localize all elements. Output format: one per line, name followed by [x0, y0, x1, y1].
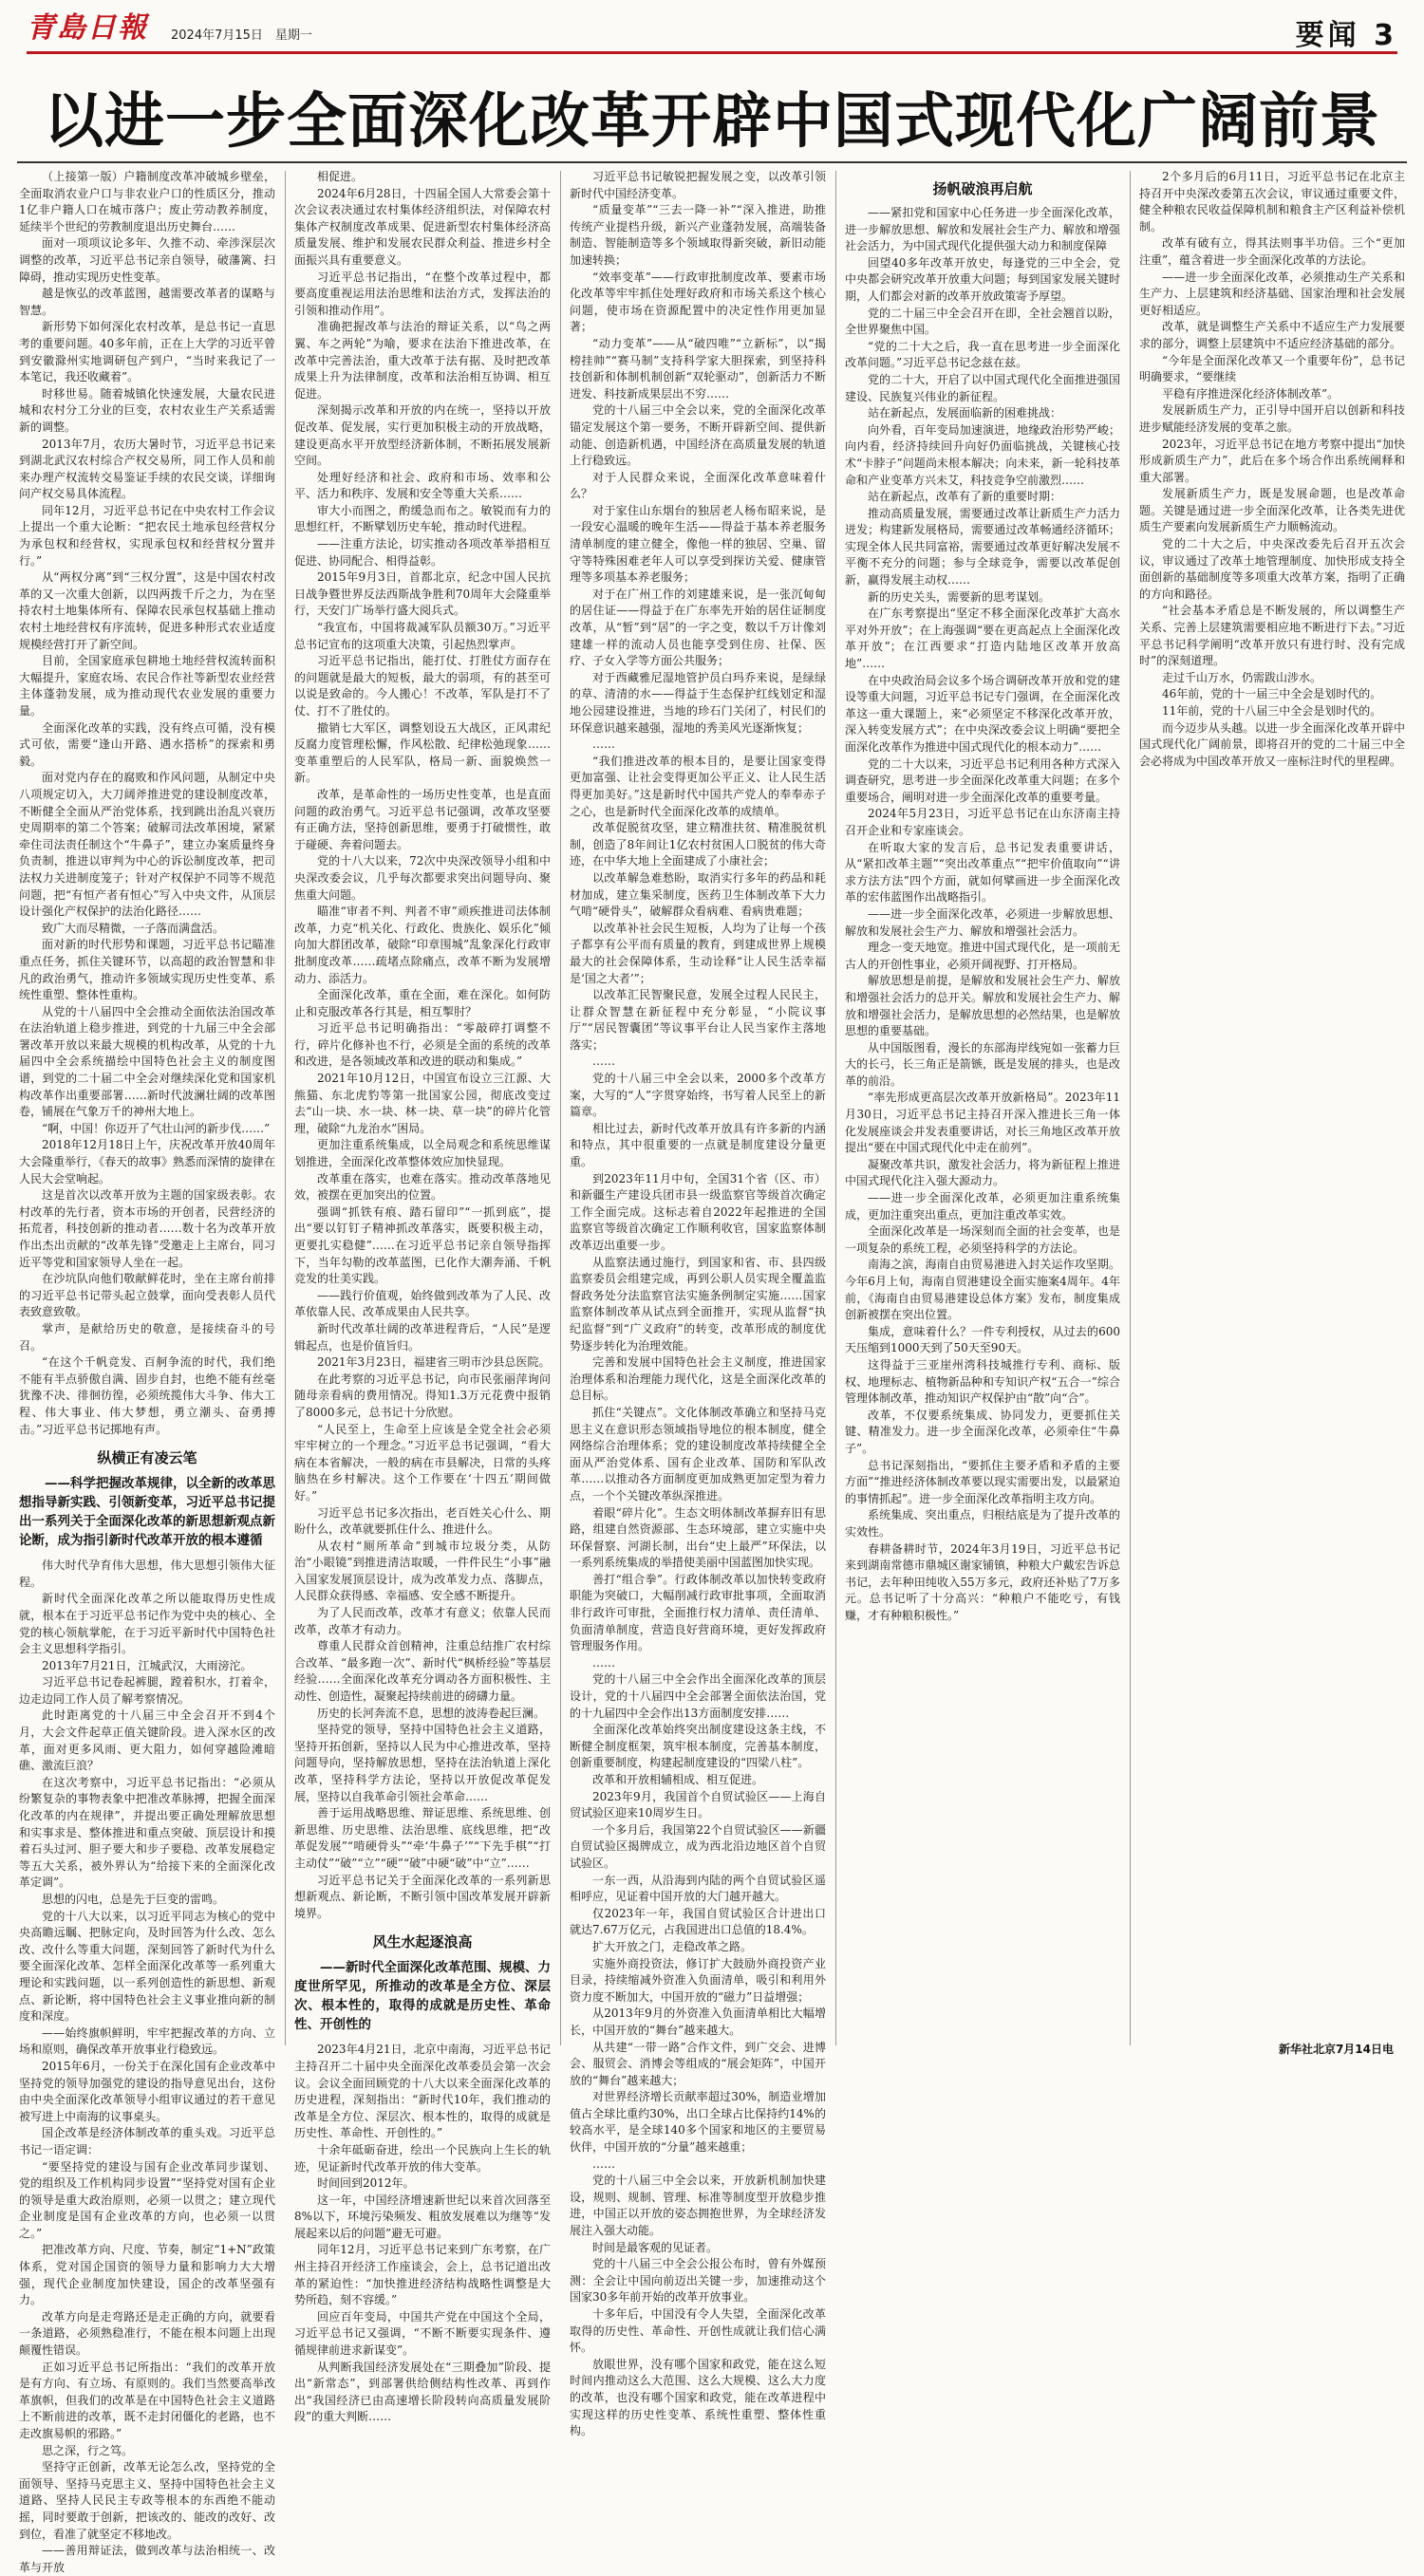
column-3-body	[570, 169, 826, 2006]
article-paragraph: 2个多月后的6月11日，习近平总书记在北京主持召开中央深改委第五次会议，审议通过重要文件，健全种粮农民收益保障机制和粮食主产区利益补偿机制。	[1139, 170, 1405, 233]
article-paragraph: “党的二十大之后，我一直在思考进一步全面深化改革问题。”习近平总书记念兹在兹。	[845, 339, 1120, 370]
column-divider	[285, 171, 286, 2045]
article-paragraph: ——始终旗帜鲜明，牢牢把握改革的方向、立场和原则，确保改革开放事业行稳致远。	[19, 2025, 275, 2057]
article-paragraph: 春耕备耕时节，2024年3月19日，习近平总书记来到湖南常德市鼎城区谢家铺镇，种粮大户戴宏告诉总书记，去年种田纯收入55万多元，政府还补贴了7万多元。总书记听了十分高兴：“种粮户不能吃亏，有钱赚，才有种粮积极性。”	[845, 1541, 1120, 1622]
article-paragraph: 坚持守正创新，改革无论怎么改，坚持党的全面领导、坚持马克思主义、坚持中国特色社会主义道路、坚持人民民主专政等根本的东西绝不能动摇，同时要敢于创新，把该改的、能改的改好、改到位，看准了就坚定不移地改。	[19, 2460, 275, 2541]
article-paragraph: 在听取大家的发言后，总书记发表重要讲话，从“紧扣改革主题”“突出改革重点”“把牢价值取向”“讲求方法方法”四个方面，就如何擘画进一步全面深化改革的宏伟蓝图作出战略指引。	[845, 840, 1120, 905]
article-paragraph: ……	[592, 737, 615, 752]
article-paragraph: “啊，中国！你迈开了气壮山河的新步伐……”	[42, 1121, 271, 1135]
article-paragraph: 习近平总书记敏锐把握发展之变，以改革引领新时代中国经济变革。	[570, 170, 826, 200]
article-paragraph: ……	[592, 1655, 615, 1670]
article-paragraph: 从2013年9月的外资准入负面清单相比大幅增长，中国开放的“舞台”越来越大。	[570, 2007, 826, 2037]
article-paragraph: ——进一步全面深化改革，必须进一步解放思想、解放和发展社会生产力、解放和增强社会活力。	[845, 906, 1120, 938]
article-paragraph: 相促进。	[317, 170, 364, 183]
article-paragraph: 2013年7月，农历大暑时节，习近平总书记来到湖北武汉农村综合产权交易所，同工作人员和前来办理产权流转交易鉴证手续的农民交谈，详细询问产权交易具体流程。	[19, 437, 275, 501]
article-paragraph: 准确把握改革与法治的辩证关系，以“鸟之两翼、车之两轮”为喻，要求在法治下推进改革，在改革中完善法治，重大改革于法有据、及时把改革成果上升为法律制度，改革和法治相互协调、相互促进。	[294, 320, 551, 401]
article-paragraph: 向外看，百年变局加速演进，地缘政治形势严峻；向内看，经济持续回升向好仍面临挑战，关键核心技术“卡脖子”问题尚未根本解决；向未来，新一轮科技革命和产业变革方兴未艾，科技竞争空前激烈……	[845, 422, 1120, 487]
article-paragraph: 正如习近平总书记所指出：“我们的改革开放是有方向、有立场、有原则的。我们当然要高举改革旗帜，但我们的改革是在中国特色社会主义道路上不断前进的改革，既不走封闭僵化的老路，也不走改旗易帜的邪路。”	[19, 2360, 275, 2440]
subhead-1: 纵横正有凌云笔	[97, 1449, 197, 1467]
article-paragraph: 全面深化改革是一场深刻而全面的社会变革，也是一项复杂的系统工程，必须坚持科学的方法论。	[845, 1224, 1120, 1255]
article-paragraph: 抓住“关键点”。文化体制改革确立和坚持马克思主义在意识形态领域指导地位的根本制度，健全网络综合治理体系；党的建设制度改革持续健全全面从严治党体系、国有企业改革、国防和军队改革……以推动各方面制度更加成熟更加定型为着力点，一个个关键改革纵深推进。	[570, 1405, 826, 1503]
article-paragraph: 党的二十大以来，习近平总书记利用各种方式深入调查研究，思考进一步全面深化改革重大问题；在多个重要场合，阐明对进一步全面深化改革的重要考量。	[845, 756, 1120, 804]
article-paragraph: 时移世易。随着城镇化快速发展，大量农民进城和农村分工分业的巨变，农村农业生产关系适需新的调整。	[19, 386, 275, 434]
article-paragraph: 以改革解急难愁盼，取消实行多年的药品和耗材加成，建立集采制度，医药卫生体制改革下大力气啃“硬骨头”，破解群众看病难、看病贵难题；	[570, 870, 826, 919]
article-paragraph: 审大小而图之，酌缓急而布之。敏锐而有力的思想红杆，不断擘划历史车轮，推动时代进程。	[294, 503, 551, 534]
article-paragraph: 2024年5月23日，习近平总书记在山东济南主持召开企业和专家座谈会。	[845, 807, 1120, 837]
article-paragraph: 国企改革是经济体制改革的重头戏。习近平总书记一语定调：	[19, 2126, 275, 2156]
article-paragraph: 党的十八届三中全会公报公布时，曾有外媒预测：全会让中国向前迈出关键一步，加速推动这个国家30多年前开始的改革开放事业。	[570, 2257, 826, 2305]
article-paragraph: 2023年，习近平总书记在地方考察中提出“加快形成新质生产力”，此后在多个场合作出系统阐释和重大部署。	[1139, 437, 1405, 484]
article-paragraph: ——紧扣党和国家中心任务进一步全面深化改革，进一步解放思想、解放和发展社会生产力、解放和增强社会活力，为中国式现代化提供强大动力和制度保障	[845, 206, 1120, 253]
article-paragraph: 相比过去，新时代改革开放具有许多新的内涵和特点，其中很重要的一点就是制度建设分量更重。	[570, 1121, 826, 1169]
article-paragraph: 放眼世界，没有哪个国家和政党，能在这么短时间内推动这么大范围、这么大规模、这么大力度的改革，也没有哪个国家和政党，能在改革进程中实现这样的历史性变革、系统性重塑、整体性重构。	[570, 2357, 826, 2438]
article-paragraph: ……	[592, 1055, 615, 1069]
article-paragraph: 习近平总书记卷起裤腿，蹚着积水，打着伞，边走边同工作人员了解考察情况。	[19, 1675, 275, 1706]
article-paragraph: 思之深，行之笃。	[42, 2443, 134, 2457]
article-paragraph: 习近平总书记多次指出，老百姓关心什么、期盼什么，改革就要抓住什么、推进什么。	[294, 1505, 551, 1537]
article-paragraph: 改革重在落实，也难在落实。推动改革落地见效，被摆在更加突出的位置。	[294, 1171, 551, 1203]
article-paragraph: 处理好经济和社会、政府和市场、效率和公平、活力和秩序、发展和安全等重大关系……	[294, 470, 551, 501]
article-paragraph: 总书记深刻指出，“要抓住主要矛盾和矛盾的主要方面”“推进经济体制改革要以现实需要出发，以最紧迫的事情抓起”。进一步全面深化改革指明主攻方向。	[845, 1458, 1120, 1505]
article-paragraph: 习近平总书记关于全面深化改革的一系列新思想新观点、新论断，不断引领中国改革发展开辟新境界。	[294, 1873, 551, 1920]
column-3-body-more	[570, 2006, 826, 2439]
article-paragraph: 从判断我国经济发展处在“三期叠加”阶段、提出“新常态”，到部署供给侧结构性改革、再到作出“我国经济已由高速增长阶段转向高质量发展阶段”的重大判断……	[294, 2360, 551, 2424]
article-paragraph: 凝聚改革共识，激发社会活力，将为新征程上推进中国式现代化注入强大源动力。	[845, 1157, 1120, 1188]
article-column-3	[570, 169, 826, 2438]
article-paragraph: 伟大时代孕育伟大思想，伟大思想引领伟大征程。	[19, 1559, 275, 1589]
column-1-body	[19, 169, 275, 1438]
article-paragraph: 到2023年11月中旬，全国31个省（区、市）和新疆生产建设兵团市县一级监察官等级首次确定工作全面完成。这标志着自2022年起推进的全国监察官等级首次确定工作顺利收官，国家监察体制改革迈出重要一步。	[570, 1171, 826, 1252]
article-paragraph: 十余年砥砺奋进，绘出一个民族向上生长的轨迹，见证新时代改革开放的伟大变革。	[294, 2142, 551, 2174]
article-paragraph: 完善和发展中国特色社会主义制度，推进国家治理体系和治理能力现代化，这是全面深化改革的总目标。	[570, 1355, 826, 1403]
issue-date: 2024年7月15日 星期一	[171, 28, 312, 43]
article-paragraph: 尊重人民群众首创精神，注重总结推广农村综合改革、“最多跑一次”、新时代“枫桥经验”等基层经验……全面深化改革充分调动各方面积极性、主动性、创造性，凝聚起持续前进的磅礴力量。	[294, 1639, 551, 1704]
article-paragraph: 改革促脱贫攻坚，建立精准扶贫、精准脱贫机制，创造了8年间让1亿农村贫困人口脱贫的伟大奇迹，在中华大地上全面建成了小康社会；	[570, 821, 826, 868]
article-paragraph: 善于运用战略思维、辩证思维、系统思维、创新思维、历史思维、法治思维、底线思维，把“改革促发展”“啃硬骨头”“牵‘牛鼻子’”“下先手棋”“打主动仗”“破”“立”“硬”“破”中硬“破”中“立”……	[294, 1806, 551, 1870]
article-paragraph: ——进一步全面深化改革，必须推动生产关系和生产力、上层建筑和经济基础、国家治理和社会发展更好相适应。	[1139, 270, 1405, 317]
article-paragraph: 改革有破有立，得其法则事半功倍。三个“更加注重”，蕴含着进一步全面深化改革的方法论。	[1139, 236, 1405, 267]
page-headline: 以进一步全面深化改革开辟中国式现代化广阔前景	[44, 85, 1380, 156]
article-paragraph: 面对一项项议论多年、久推不动、牵涉深层次调整的改革，习近平总书记亲自领导，破藩篱、扫障碍，推动实现历史性变革。	[19, 236, 275, 284]
article-paragraph: 站在新起点，发展面临新的困难挑战：	[868, 406, 1062, 420]
article-paragraph: 深刻揭示改革和开放的内在统一，坚持以开放促改革、促发展，实行更加积极主动的开放战略，建设更高水平开放型经济新体制，不断拓展发展新空间。	[294, 403, 551, 468]
article-paragraph: 发展新质生产力，正引导中国开启以创新和科技进步赋能经济发展的变革之旅。	[1139, 403, 1405, 434]
article-paragraph: 对于西藏雅尼湿地管护员白玛乔来说，是绿绿的草、清清的水——得益于生态保护红线划定和湿地公园建设推进，当地的珍石门关闭了，村民们的环保意识越来越强，湿地的秀美风光逐渐恢复；	[570, 670, 826, 735]
article-paragraph: 越是恢弘的改革蓝图，越需要改革者的谋略与智慧。	[19, 287, 275, 317]
column-5-body	[1139, 169, 1405, 770]
article-paragraph: 2023年9月，我国首个自贸试验区——上海自贸试验区迎来10周岁生日。	[570, 1789, 826, 1820]
article-paragraph: 改革和开放相辅相成、相互促进。	[592, 1773, 764, 1786]
article-paragraph: 面对新的时代形势和课题，习近平总书记瞄准重点任务，抓住关键环节，以高超的政治智慧和非凡的政治勇气，推动许多领域实现历史性变革、系统性重塑、整体性重构。	[19, 938, 275, 1002]
article-paragraph: 从中国版图看，漫长的东部海岸线宛如一张蓄力巨大的长弓，长三角正是箭镞，既是发展的排头，也是改革的前沿。	[845, 1040, 1120, 1088]
article-paragraph: 着眼“碎片化”。生态文明体制改革摒弃旧有思路，组建自然资源部、生态环境部，建立实施中央环保督察、河湖长制，出台“史上最严”环保法，以一系列系统集成的举措使美丽中国蓝图加快实现。	[570, 1505, 826, 1570]
article-paragraph: 从“两权分离”到“三权分置”，这是中国农村改革的又一次重大创新，以四两拨千斤之力，为在坚持农村土地集体所有、保障农民承包权基础上推动农村土地经营权有序流转，促进多种形式农业适度规模经营打开了新空间。	[19, 570, 275, 651]
article-paragraph: 从党的十八届四中全会推动全面依法治国改革在法治轨道上稳步推进，到党的十九届三中全会部署改革开放以来最大规模的机构改革，从党的十九届四中全会系统描绘中国特色社会主义的制度图谱，到党的二十届二中全会对继续深化党和国家机构改革作出重要部署……新时代波澜壮阔的改革图卷，铺展在气象万千的神州大地上。	[19, 1004, 275, 1119]
article-paragraph: 思想的闪电，总是先于巨变的雷鸣。	[42, 1893, 225, 1906]
article-paragraph: 2015年6月，一份关于在深化国有企业改革中坚持党的领导加强党的建设的指导意见出台，这份由中央全面深化改革领导小组审议通过的若干意见被写进上中南海的议事桌头。	[19, 2059, 275, 2123]
article-paragraph: 从监察法通过施行，到国家和省、市、县四级监察委员会组建完成，再到公职人员实现全覆盖监督政务处分法监察官法实施条例制定实施……国家监察体制改革从试点到全面推开，实现从监督“执纪监督”到“广义政府”的转变，改革形成的制度优势逐步转化为治理效能。	[570, 1255, 826, 1353]
article-paragraph: ——践行价值观，始终做到改革为了人民、改革依靠人民、改革成果由人民共享。	[294, 1288, 551, 1319]
article-paragraph: “今年是全面深化改革又一个重要年份”，总书记明确要求，“要继续	[1139, 353, 1405, 384]
article-column-1	[19, 169, 276, 2574]
article-paragraph: 对于家住山东烟台的独居老人杨布昭来说，是一段安心温暖的晚年生活——得益于基本养老服务清单制度的建立健全，像他一样的独居、空巢、留守等特殊困难老年人可以享受到探访关爱、健康管理等多项基本养老服务；	[570, 503, 826, 585]
article-paragraph: 南海之滨，海南自由贸易港进入封关运作攻坚期。今年6月上旬，海南自贸港建设全面实施案4周年。4年前，《海南自由贸易港建设总体方案》发布，制度集成创新被摆在突出位置。	[845, 1258, 1120, 1322]
article-column-5	[1139, 169, 1405, 2048]
article-paragraph: 回望40多年改革开放史，每逢党的三中全会，党中央都会研究改革开放重大问题；每到国家发展关键时期，人们都会对新的改革开放政策寄予厚望。	[845, 255, 1120, 303]
column-1-body-more	[19, 1558, 275, 2576]
article-paragraph: 面对党内存在的腐败和作风问题，从制定中央八项规定切入，大刀阔斧推进党的建设制度改革，不断健全全面从严治党体系，找到跳出治乱兴衰历史周期率的第二个答案；破解司法改革困境，紧紧牵住司法责任制这个“牛鼻子”，建立办案质量终身负责制，推进以审判为中心的诉讼制度改革，把司法权力关进制度笼子；针对产权保护不同等不规范问题，把“有恒产者有恒心”写入中央文件，从顶层设计强化产权保护的法治化路径……	[19, 771, 275, 919]
article-paragraph: 此时距离党的十八届三中全会召开不到4个月，大会文件起草正值关键阶段。进入深水区的改革，面对更多风雨、更大阻力，如何穿越险滩暗礁、激流巨浪？	[19, 1708, 275, 1773]
article-paragraph: 瞄准“审者不判、判者不审”顽疾推进司法体制改革，力克“机关化、行政化、贵族化、娱乐化”倾向加大群团改革，破除“印章围城”乱象深化行政审批制度改革……疏堵点除痛点，改革不断为发展增动力、添活力。	[294, 905, 551, 985]
article-paragraph: 掌声，是献给历史的敬意，是接续奋斗的号召。	[19, 1321, 275, 1353]
headline-rule	[17, 161, 1407, 163]
newspaper-logo: 青島日報	[27, 11, 148, 45]
column-4-body	[845, 205, 1120, 1624]
article-paragraph: 推动高质量发展，需要通过改革让新质生产力活力迸发；构建新发展格局，需要通过改革畅通经济循环；实现全体人民共同富裕，需要通过改革更好解决发展不平衡不充分的问题；参与全球竞争，需要以改革促创新，赢得发展主动权……	[845, 506, 1120, 588]
article-paragraph: 把准改革方向、尺度、节奏，制定“1+N”政策体系，党对国企国资的领导力量和影响力大大增强，现代企业制度加快建设，国企的改革坚强有力。	[19, 2243, 275, 2307]
article-paragraph: 改革，不仅要系统集成、协同发力，更要抓住关键、精准发力。进一步全面深化改革，必须牵住“牛鼻子”。	[845, 1408, 1120, 1455]
article-paragraph: 2021年10月12日，中国宣布设立三江源、大熊猫、东北虎豹等第一批国家公园，彻底改变过去“山一块、水一块、林一块、草一块”的碎片化管理，破除“九龙治水”困局。	[294, 1072, 551, 1135]
article-paragraph: 更加注重系统集成，以全局观念和系统思维谋划推进，全面深化改革整体效应加快显现。	[294, 1138, 551, 1169]
article-paragraph: 撤销七大军区，调整划设五大战区，正风肃纪反腐力度管理松懈，作风松散、纪律松弛现象……变革重塑后的人民军队，格局一新、面貌焕然一新。	[294, 720, 551, 785]
column-2-body	[294, 169, 551, 1922]
article-paragraph: 理念一变天地宽。推进中国式现代化，是一项前无古人的开创性事业，必须开阔视野、打开格局。	[845, 941, 1120, 971]
article-paragraph: 在中央政治局会议多个场合调研改革开放和党的建设等重大问题，习近平总书记专门强调，在全面深化改革这一重大课题上，来“必须坚定不移深化改革开放，深入转变发展方式”；在中央深改委会议上明确“要把全面深化改革作为推进中国式现代化的根本动力”……	[845, 673, 1120, 754]
column-divider	[1130, 171, 1131, 2045]
column-divider	[835, 171, 836, 2045]
article-paragraph: 这得益于三亚崖州湾科技城推行专利、商标、版权、地理标志、植物新品种和专知识产权“五合一”综合管理体制改革，推动知识产权保护由“散”向“合”。	[845, 1357, 1120, 1406]
article-paragraph: 2023年4月21日，北京中南海，习近平总书记主持召开二十届中央全面深化改革委员会第一次会议。会议全面回顾党的十八大以来全面深化改革的历史进程，深刻指出：“新时代10年，我们推动的改革是全方位、深层次、根本性的，取得的成就是历史性、革命性、开创性的。”	[294, 2043, 551, 2140]
article-paragraph: 新形势下如何深化农村改革，是总书记一直思考的重要问题。40多年前，正在上大学的习近平曾到安徽滁州实地调研包产到户，“当时来我记了一本笔记，我还收藏着”。	[19, 320, 275, 384]
article-paragraph: 平稳有序推进深化经济体制改革”。	[1162, 386, 1340, 401]
article-paragraph: 而今迈步从头越。以进一步全面深化改革开辟中国式现代化广阔前景，即将召开的党的二十届三中全会必将成为中国改革开放又一座标注时代的里程碑。	[1139, 720, 1405, 768]
article-paragraph: 实施外商投资法，修订扩大鼓励外商投资产业目录，持续缩减外资准入负面清单，吸引和利用外资力度不断加大，中国开放的“磁力”日益增强；	[570, 1956, 826, 2004]
article-paragraph: 2021年3月23日，福建省三明市沙县总医院。	[317, 1355, 551, 1370]
article-paragraph: 习近平总书记指出，“在整个改革过程中，都要高度重视运用法治思维和法治方式，发挥法治的引领和推动作用”。	[294, 270, 551, 317]
section-label: 要闻 3	[1295, 19, 1397, 52]
article-paragraph: ——注重方法论，切实推动各项改革举措相互促进、协同配合、相得益彰。	[294, 537, 551, 568]
article-paragraph: 党的十八届三中全会以来，开放新机制加快建设，规则、规制、管理、标准等制度型开放稳步推进，中国正以开放的姿态拥抱世界，为全球经济发展注入强大动能。	[570, 2174, 826, 2238]
article-paragraph: 时间回到2012年。	[317, 2176, 415, 2191]
column-2-body-more	[294, 2042, 551, 2426]
article-paragraph: “社会基本矛盾总是不断发展的，所以调整生产关系、完善上层建筑需要相应地不断进行下去。”习近平总书记科学阐明“改革开放只有进行时、没有完成时”的深刻道理。	[1139, 604, 1405, 668]
article-paragraph: 对于人民群众来说，全面深化改革意味着什么？	[570, 470, 826, 501]
article-paragraph: 对于在广州工作的刘建雄来说，是一张沉甸甸的居住证——得益于在广东率先开始的居住证制度改革，从“暂”到“居”的一字之变，数以千万计像刘建雄一样的流动人员也能享受到住房、社保、医疗、子女入学等方面公共服务；	[570, 587, 826, 668]
article-paragraph: 习近平总书记明确指出：“零敲碎打调整不行，碎片化修补也不行，必须是全面的系统的改革和改进，是各领域改革和改进的联动和集成。”	[294, 1021, 551, 1069]
article-paragraph: “动力变革”——从“破四唯”“立新标”，以“揭榜挂帅”“赛马制”支持科学家大胆探索，到坚持科技创新和体制机制创新“双轮驱动”，创新活力不断迸发、科技新成果层出不穷……	[570, 336, 826, 401]
article-paragraph: 党的十八届三中全会以来，党的全面深化改革锚定发展这个第一要务，不断开辟新空间、提供新动能、创造新机遇，中国经济在高质量发展的轨道上行稳致远。	[570, 403, 826, 468]
article-paragraph: ……	[592, 2156, 615, 2171]
article-paragraph: 这是首次以改革开放为主题的国家级表彰。农村改革的先行者，资本市场的开创者，民营经济的拓荒者，科技创新的推动者……数十名为改革开放作出杰出贡献的“改革先锋”受邀走上主席台，同习近平等党和国家领导人坐在一起。	[19, 1188, 275, 1269]
article-paragraph: 2015年9月3日，首都北京，纪念中国人民抗日战争暨世界反法西斯战争胜利70周年大会隆重举行，天安门广场举行盛大阅兵式。	[294, 570, 551, 618]
article-paragraph: 走过千山万水，仍需跋山涉水。	[1162, 670, 1322, 684]
article-paragraph: 2024年6月28日，十四届全国人大常委会第十次会议表决通过农村集体经济组织法，对保障农村集体产权制度改革成果、促进新型农村集体经济高质量发展、维护和发展农民群众利益、推进乡村全面振兴具有重要意义。	[294, 186, 551, 267]
article-paragraph: 党的十八大以来，72次中央深改领导小组和中央深改委会议，几乎每次都要求突出问题导向、聚焦重大问题。	[294, 854, 551, 902]
article-paragraph: 从农村“厕所革命”到城市垃圾分类，从防治“小眼镜”到推进清洁取暖，一件件民生“小事”融入国家发展顶层设计，成为改革发力点、落脚点，人民群众获得感、幸福感、安全感不断提升。	[294, 1539, 551, 1603]
article-paragraph: 党的十八届三中全会作出全面深化改革的顶层设计，党的十八届四中全会部署全面依法治国，党的十九届四中全会作出13方面制度安排……	[570, 1672, 826, 1720]
article-paragraph: 全面深化改革，重在全面，难在深化。如何防止和克服改革各行其是，相互掣肘？	[294, 988, 551, 1018]
article-paragraph: 习近平总书记指出，能打仗、打胜仗方面存在的问题就是最大的短板，最大的弱项，有的甚至可以说是致命的。今人搬心！不改革，军队是打不了仗、打不了胜仗的。	[294, 654, 551, 718]
article-paragraph: （上接第一版）户籍制度改革冲破城乡壁垒，全面取消农业户口与非农业户口的性质区分，推动1亿非户籍人口在城市落户；废止劳动教养制度，延续半个世纪的劳教制度退出历史舞台……	[19, 170, 275, 233]
article-paragraph: 系统集成、突出重点，归根结底是为了提升改革的实效性。	[845, 1508, 1120, 1539]
masthead	[27, 8, 1397, 54]
subhead-2: 风生水起逐浪高	[372, 1933, 473, 1951]
article-paragraph: ——善用辩证法，做到改革与法治相统一、改革与开放	[19, 2544, 275, 2574]
article-paragraph: 在沙坑队向他们敬献鲜花时，坐在主席台前排的习近平总书记带头起立鼓掌，面向受表彰人员代表致意致敬。	[19, 1272, 275, 1319]
article-paragraph: ——进一步全面深化改革，必须更加注重系统集成，更加注重突出重点，更加注重改革实效。	[845, 1191, 1120, 1222]
article-paragraph: 善打“组合拳”。行政体制改革以加快转变政府职能为突破口，大幅削减行政审批事项，全面取消非行政许可审批，全面推行权力清单、责任清单、负面清单制度，营造良好营商环境，更好发挥政府管理服务作用。	[570, 1572, 826, 1653]
article-paragraph: 党的十八大以来，以习近平同志为核心的党中央高瞻远瞩、把脉定向，及时回答为什么改、怎么改、改什么等重大问题，深刻回答了新时代为什么要全面深化改革、怎样全面深化改革等一系列重大理论和实践问题，以一系列创造性的新思想、新观点、新论断，将中国特色社会主义事业推向新的制度和深度。	[19, 1909, 275, 2024]
article-paragraph: 目前，全国家庭承包耕地土地经营权流转面积大幅提升，家庭农场、农民合作社等新型农业经营主体蓬勃发展，成为推动现代农业发展的重要力量。	[19, 654, 275, 718]
article-paragraph: 一东一西，从沿海到内陆的两个自贸试验区遥相呼应，见证着中国开放的大门越开越大。	[570, 1873, 826, 1904]
article-paragraph: 对世界经济增长贡献率超过30%，制造业增加值占全球比重约30%，出口全球占比保持约14%的较高水平，是全球140多个国家和地区的主要贸易伙伴，中国开放的“分量”越来越重；	[570, 2090, 826, 2155]
article-paragraph: 同年12月，习近平总书记来到广东考察，在广州主持召开经济工作座谈会，会上，总书记道出改革的紧迫性：“加快推进经济结构战略性调整是大势所趋，刻不容缓。”	[294, 2243, 551, 2307]
article-paragraph: “在这个千帆竞发、百舸争流的时代，我们绝不能有半点骄傲自满、固步自封，也绝不能有丝毫犹豫不决、徘徊彷徨，必须统揽伟大斗争、伟大工程、伟大事业、伟大梦想，勇立潮头、奋勇搏击。”习近平总书记掷地有声。	[19, 1355, 275, 1436]
column-divider	[560, 171, 561, 2045]
article-paragraph: 改革，是革命性的一场历史性变革，也是直面问题的政治勇气。习近平总书记强调，改革攻坚要有正确方法，坚持创新思维，要勇于打破惯性，敢于碰硬、奔着问题去。	[294, 787, 551, 851]
article-paragraph: 同年12月，习近平总书记在中央农村工作会议上提出一个重大论断：“把农民土地承包经营权分为承包权和经营权，实现承包权和经营权分置并行。”	[19, 503, 275, 568]
dateline-footer: 新华社北京7月14日电	[1278, 2043, 1394, 2056]
article-paragraph: 解放思想是前提，是解放和发展社会生产力、解放和增强社会活力的总开关。解放和发展社会生产力、解放和增强社会活力，是解放思想的必然结果，也是解放思想的重要基础。	[845, 974, 1120, 1038]
article-paragraph: 十多年后，中国没有令人失望，全面深化改革取得的历史性、革命性、开创性成就让我们信心满怀。	[570, 2307, 826, 2355]
article-paragraph: 在广东考察提出“坚定不移全面深化改革扩大高水平对外开放”；在上海强调“要在更高起点上全面深化改革开放”；在江西要求“打造内陆地区改革开放高地”……	[845, 607, 1120, 671]
article-paragraph: 回应百年变局，中国共产党在中国这个全局，习近平总书记又强调，“不断不断要实现条件、遵循规律前进求新谋变”。	[294, 2309, 551, 2358]
article-paragraph: “我宣布，中国将裁减军队员额30万。”习近平总书记宣布的这项重大决策，引起热烈掌声。	[294, 621, 551, 651]
article-paragraph: 扩大开放之门，走稳改革之路。	[592, 1939, 753, 1953]
article-paragraph: 新时代全面深化改革之所以能取得历史性成就，根本在于习近平总书记作为党中央的核心、全党的核心领航掌舵，在于习近平新时代中国特色社会主义思想科学指引。	[19, 1592, 275, 1656]
article-paragraph: 一个多月后，我国第22个自贸试验区——新疆自贸试验区揭牌成立，成为西北沿边地区首个自贸试验区。	[570, 1822, 826, 1870]
article-paragraph: 致广大而尽精微，一子落而满盘活。	[42, 921, 225, 935]
article-paragraph: 党的二十大，开启了以中国式现代化全面推进强国建设、民族复兴伟业的新征程。	[845, 372, 1120, 403]
subhead-1-lead: ——科学把握改革规律，以全新的改革思想指导新实践、引领新变革，习近平总书记提出一系列关于全面深化改革的新思想新观点新论断，成为指引新时代改革开放的根本遵循	[19, 1476, 275, 1549]
article-paragraph: 从共建“一带一路”合作文件，到广交会、进博会、服贸会、消博会等组成的“展会矩阵”，中国开放的“舞台”越来越大；	[570, 2040, 826, 2087]
article-paragraph: 这一年，中国经济增速新世纪以来首次回落至8%以下，环境污染频发、粗放发展难以为继等“发展起来以后的问题”避无可避。	[294, 2193, 551, 2240]
article-paragraph: 在这次考察中，习近平总书记指出：“必须从纷繁复杂的事物表象中把准改革脉搏，把握全面深化改革的内在规律”，并提出要正确处理解放思想和实事求是、整体推进和重点突破、顶层设计和摸着石头过河、胆子要大和步子要稳、改革发展稳定等五大关系，被外界认为“给接下来的全面深化改革定调”。	[19, 1775, 275, 1890]
article-paragraph: 党的十八届三中全会以来，2000多个改革方案，大写的“人”字贯穿始终，书写着人民至上的新篇章。	[570, 1072, 826, 1119]
article-paragraph: 2013年7月21日，江城武汉，大雨滂沱。	[42, 1658, 253, 1672]
article-paragraph: “率先形成更高层次改革开放新格局”。2023年11月30日，习近平总书记主持召开深入推进长三角一体化发展座谈会并发表重要讲话，对长三角地区改革开放提出“要在中国式现代化中走在前列”。	[845, 1091, 1120, 1155]
article-paragraph: “要坚持党的建设与国有企业改革同步谋划、党的组织及工作机构同步设置”“坚持党对国有企业的领导是重大政治原则，必须一以贯之；建立现代企业制度是国有企业改革的方向，也必须一以贯之。”	[19, 2159, 275, 2240]
article-paragraph: “人民至上，生命至上应该是全党全社会必须牢牢树立的一个理念。”习近平总书记强调，“看大病在本省解决，一般的病在市县解决，日常的头疼脑热在乡村解决。这个工作要在‘十四五’期间做好。”	[294, 1422, 551, 1503]
subhead-2-lead: ——新时代全面深化改革范围、规模、力度世所罕见，所推动的改革是全方位、深层次、根本性的，取得的成就是历史性、革命性、开创性的	[294, 1960, 551, 2033]
article-paragraph: “效率变革”——行政审批制度改革、要素市场化改革等牢牢抓住处理好政府和市场关系这个核心问题，使市场在资源配置中的决定性作用更加显著；	[570, 270, 826, 334]
article-paragraph: 发展新质生产力，既是发展命题，也是改革命题。关键是通过进一步全面深化改革，让各类先进优质生产要素向发展新质生产力顺畅流动。	[1139, 487, 1405, 534]
article-paragraph: 仅2023年一年，我国自贸试验区合计进出口就达7.67万亿元，占我国进出口总值的18.4%。	[570, 1906, 826, 1937]
article-paragraph: 在此考察的习近平总书记，向市民张丽萍询问随母亲看病的费用情况。得知1.3万元花费中报销了8000多元，总书记十分欣慰。	[294, 1372, 551, 1419]
article-paragraph: 2018年12月18日上午，庆祝改革开放40周年大会隆重举行，《春天的故事》熟悉而深情的旋律在人民大会堂响起。	[19, 1138, 276, 1185]
article-paragraph: 改革方向是走弯路还是走正确的方向，就要看一条道路，必须熟稳准行，不能在根本问题上出现颠覆性错误。	[19, 2309, 275, 2358]
article-paragraph: 强调“抓铁有痕、踏石留印”“一抓到底”，提出“要以钉钉子精神抓改革落实，既要积极主动，更要扎实稳健”……在习近平总书记亲自领导指挥下，当年勾勒的改革蓝图，已化作大潮奔涌、千帆竞发的壮美实践。	[294, 1204, 551, 1286]
subhead-3: 扬帆破浪再启航	[932, 180, 1033, 197]
article-paragraph: 11年前，党的十八届三中全会是划时代的。	[1162, 704, 1382, 718]
article-column-2	[294, 169, 551, 2424]
article-paragraph: 党的二十大之后，中央深改委先后召开五次会议，审议通过了改革土地管理制度、加快形成支持全面创新的基础制度等多项重大改革方案，指明了正确的方向和路径。	[1139, 537, 1405, 601]
article-paragraph: 坚持党的领导，坚持中国特色社会主义道路，坚持开拓创新，坚持以人民为中心推进改革，坚持问题导向，坚持解放思想，坚持在法治轨道上深化改革，坚持科学方法论，坚持以开放促改革促发展，坚持以自我革命引领社会革命……	[294, 1723, 551, 1803]
article-paragraph: 以改革补社会民生短板，人均为了让每一个孩子都享有公平而有质量的教育，到建成世界上规模最大的社会保障体系，生动诠释“让人民生活幸福是‘国之大者’”；	[570, 921, 826, 985]
article-paragraph: 全面深化改革的实践，没有终点可循，没有模式可依，需要“逢山开路、遇水搭桥”的探索和勇毅。	[19, 720, 275, 768]
article-paragraph: 集成，意味着什么？一件专利授权，从过去的600天压缩到1000天到了50天至90天。	[845, 1324, 1120, 1355]
article-paragraph: “质量变革”“三去一降一补”“深入推进，助推传统产业提档升级，新兴产业蓬勃发展，高端装备制造、智能制造等多个领域取得新突破，新旧动能加速转换；	[570, 203, 826, 267]
article-paragraph: 新时代改革壮阔的改革进程背后，“人民”是逻辑起点，也是价值旨归。	[294, 1321, 551, 1353]
article-paragraph: “我们推进改革的根本目的，是要让国家变得更加富强、让社会变得更加公平正义、让人民生活得更加美好。”这是新时代中国共产党人的奉奉赤子之心，也是新时代全面深化改革的成绩单。	[570, 754, 826, 818]
article-paragraph: 时间是最客观的见证者。	[592, 2240, 719, 2254]
article-paragraph: 新的历史关头，需要新的思考谋划。	[868, 589, 1051, 604]
article-paragraph: 站在新起点，改革有了新的重要时期：	[868, 490, 1062, 504]
article-column-4	[845, 169, 1120, 2048]
article-paragraph: 46年前，党的十一届三中全会是划时代的。	[1162, 687, 1382, 701]
article-paragraph: 改革，就是调整生产关系中不适应生产力发展要求的部分，调整上层建筑中不适应经济基础的部分。	[1139, 320, 1405, 350]
article-paragraph: 历史的长河奔流不息，思想的波涛卷起巨澜。	[317, 1706, 546, 1720]
article-paragraph: 以改革汇民智聚民意，发展全过程人民民主，让群众智慧在新征程中充分彰显，“小院议事厅”“居民智囊团”等议事平台让人民当家作主落地落实；	[570, 988, 826, 1052]
article-paragraph: 为了人民而改革，改革才有意义；依靠人民而改革，改革才有动力。	[294, 1606, 551, 1636]
article-paragraph: 全面深化改革始终突出制度建设这条主线，不断健全制度框架，筑牢根本制度，完善基本制度，创新重要制度，构建起制度建设的“四梁八柱”。	[570, 1723, 826, 1770]
article-paragraph: 党的二十届三中全会召开在即，全社会翘首以盼，全世界聚焦中国。	[845, 306, 1120, 337]
